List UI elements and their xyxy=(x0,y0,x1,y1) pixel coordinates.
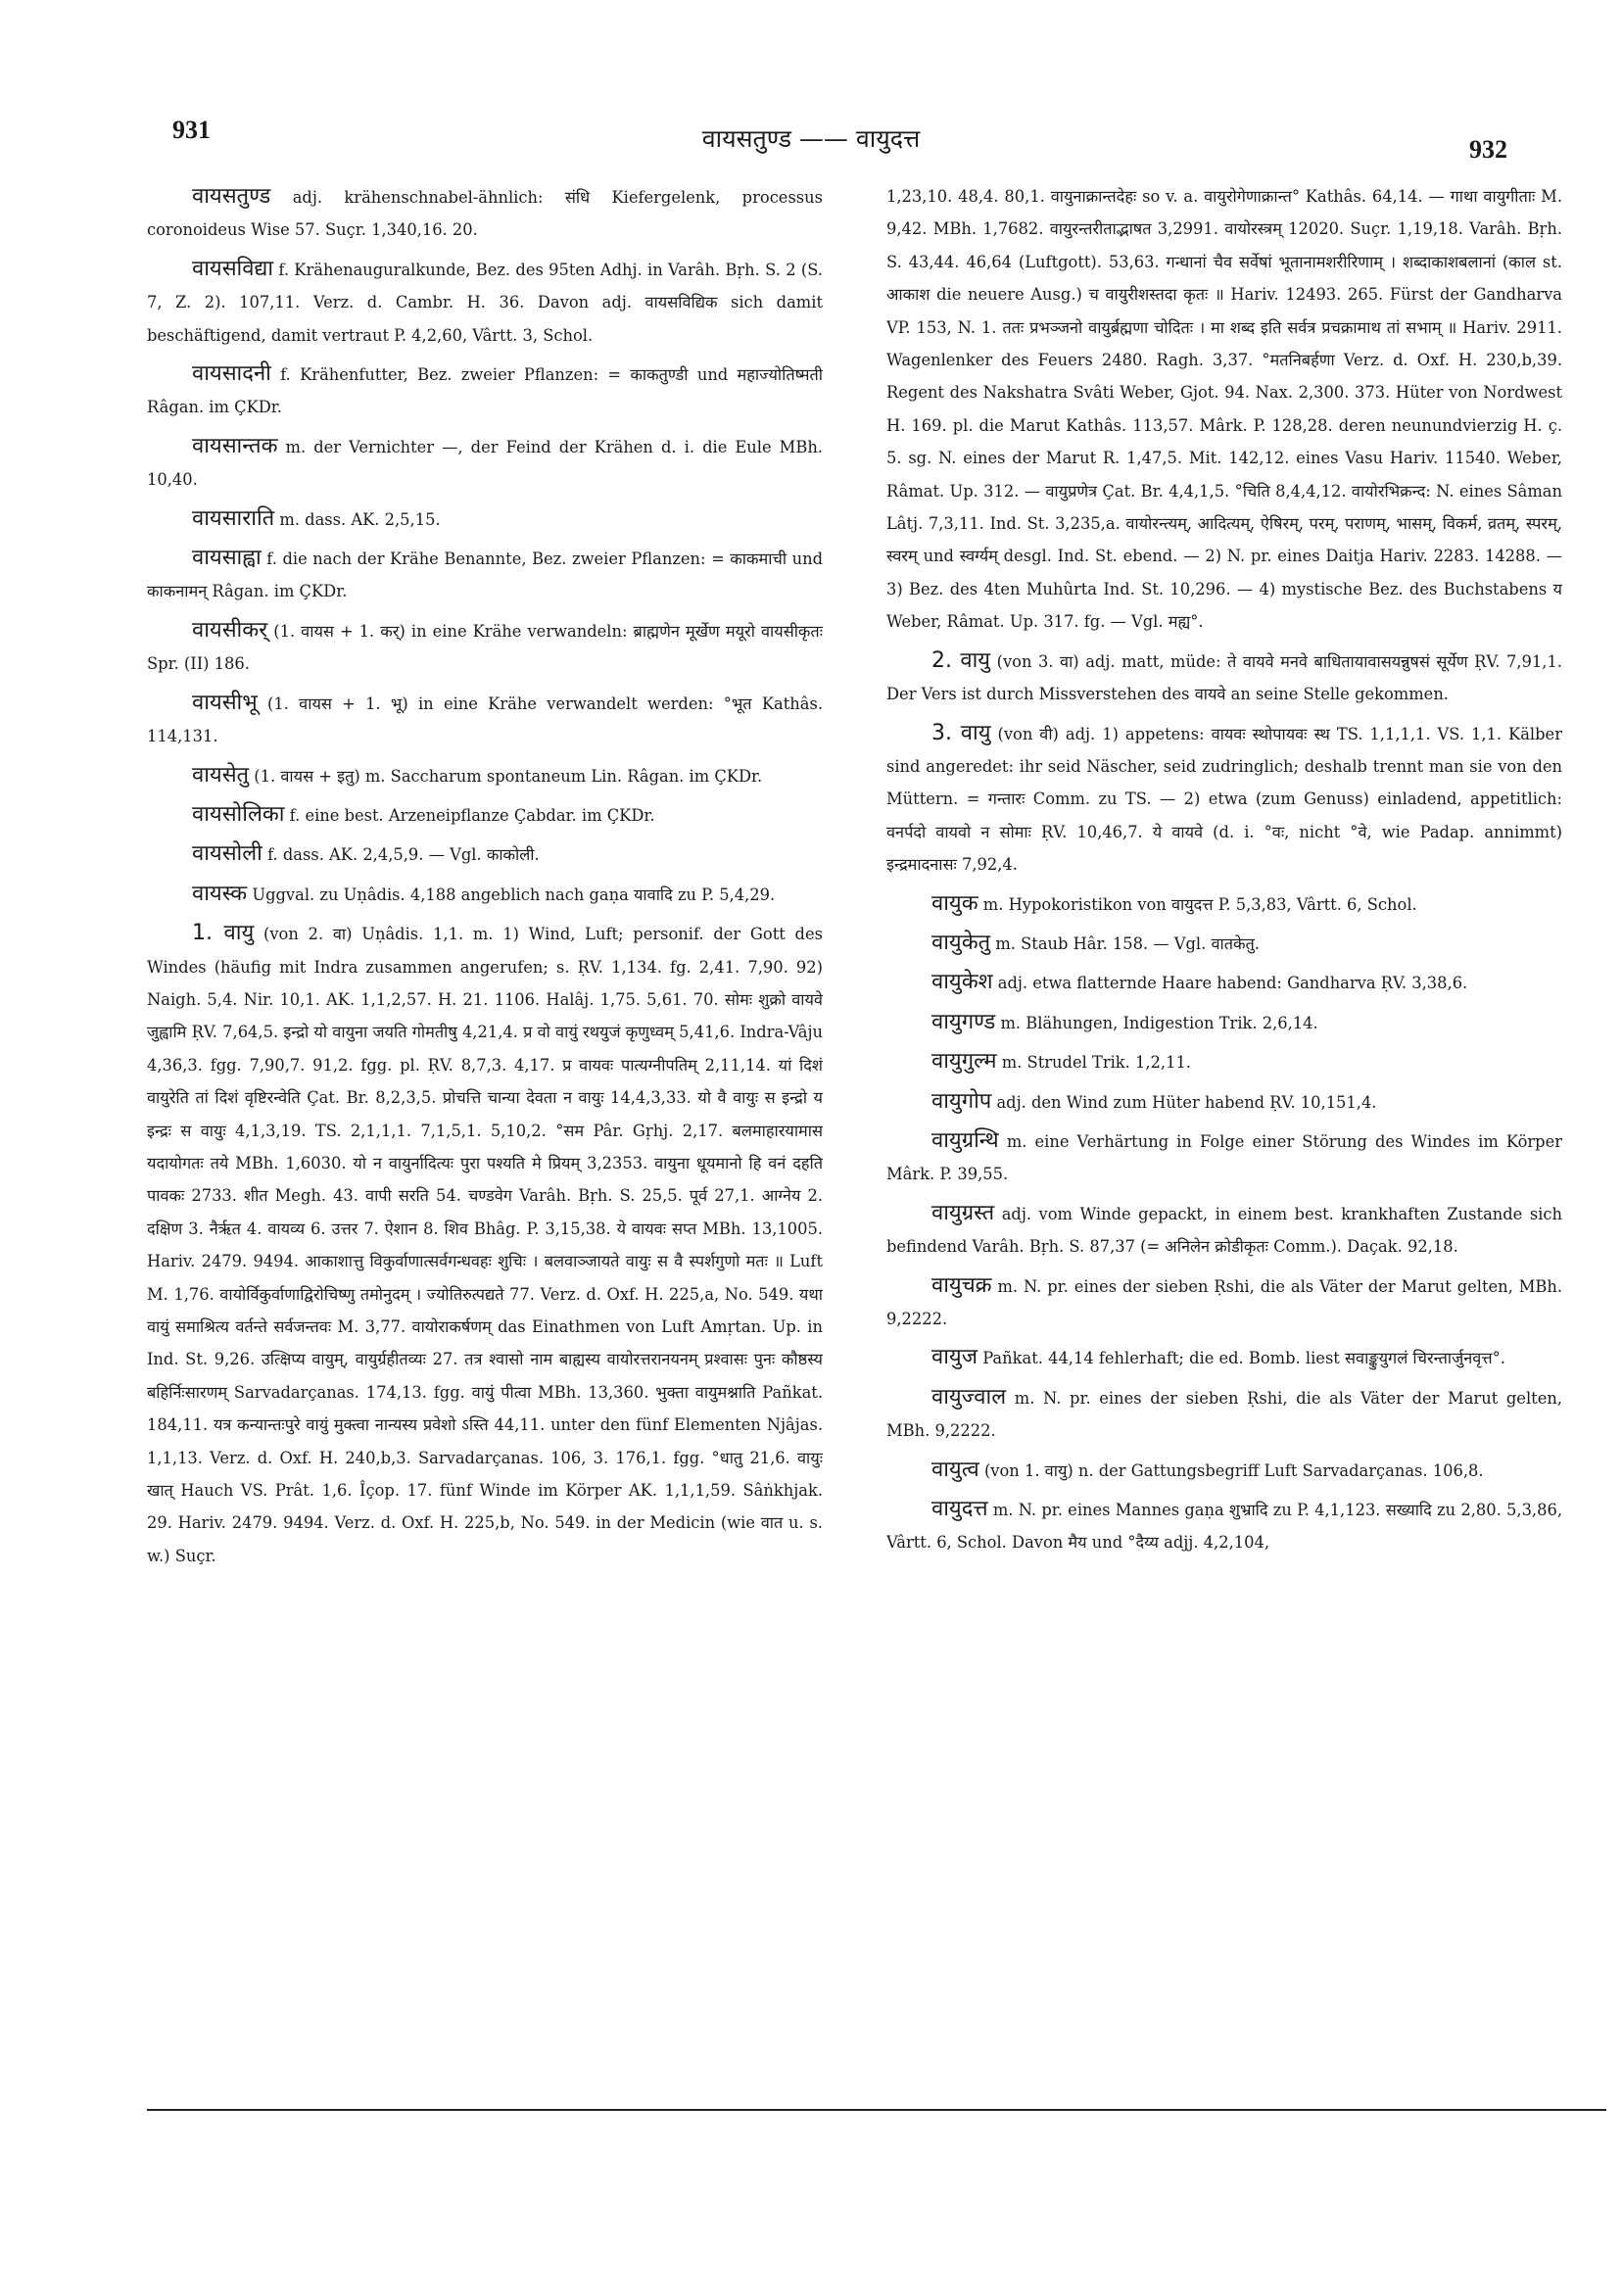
dictionary-entry xyxy=(886,717,1562,882)
entry-text: m. Hypokoristikon von वायुदत्त P. 5,3,83, Vârtt. 6, Schol. xyxy=(982,894,1417,914)
entry-text: m. Blähungen, Indigestion Trik. 2,6,14. xyxy=(1000,1013,1318,1032)
entry-lemma: वायसोली xyxy=(192,841,262,867)
entry-lemma: वायसतुण्ड xyxy=(192,184,271,209)
entry-text: m. Staub Hâr. 158. — Vgl. वातकेतु. xyxy=(995,933,1260,953)
dictionary-entry xyxy=(886,887,1562,921)
dictionary-entry xyxy=(147,358,823,424)
entry-lemma: वायुदत्त xyxy=(931,1497,988,1522)
dictionary-entry xyxy=(886,645,1562,711)
entry-lemma: वायुज्वाल xyxy=(931,1384,1007,1410)
dictionary-entry xyxy=(147,917,823,1572)
entry-lemma: वायुचक्र xyxy=(931,1272,992,1298)
dictionary-entry xyxy=(147,180,823,247)
entry-text: (1. वायस + 1. कर्) in eine Krähe verwandeln: ब्राह्मणेन मूर्खेण मयूरो वायसीकृतः Spr. (II) 186. xyxy=(147,621,823,674)
entry-text: m. der Vernichter —, der Feind der Krähen d. i. die Eule MBh. 10,40. xyxy=(147,437,823,490)
dictionary-entry xyxy=(147,837,823,871)
entry-lemma: वायसविद्या xyxy=(192,256,274,281)
entry-text: m. N. pr. eines Mannes gaṇa शुभ्रादि zu P. 4,1,123. सख्यादि zu 2,80. 5,3,86, Vârtt. 6, Schol. Davon मैय und °दैय्य adjj. 4,2,104, xyxy=(886,1501,1562,1553)
dictionary-entry xyxy=(147,759,823,792)
entry-lemma: वायुगण्ड xyxy=(931,1009,996,1034)
dictionary-entry xyxy=(886,1124,1562,1191)
entry-lemma: 1. वायु xyxy=(192,921,255,946)
dictionary-entry xyxy=(147,542,823,608)
entry-text: f. Krähenfutter, Bez. zweier Pflanzen: = काकतुण्डी und महाज्योतिष्मती Râgan. im ÇKDr. xyxy=(147,365,823,417)
running-header: वायसतुण्ड —— वायुदत्त xyxy=(701,124,921,153)
entry-lemma: वायुक xyxy=(931,890,978,916)
entry-lemma: वायुग्रस्त xyxy=(931,1200,995,1225)
dictionary-entry xyxy=(886,1197,1562,1264)
entry-lemma: वायुग्रन्थि xyxy=(931,1127,999,1153)
entry-lemma: वायुकेतु xyxy=(931,930,991,955)
entry-lemma: वायुगुल्म xyxy=(931,1049,997,1075)
entry-text: adj. krähenschnabel-ähnlich: संधि Kiefergelenk, processus coronoideus Wise 57. Suçr. 1,340,16. 20. xyxy=(147,188,823,240)
entry-text: f. dass. AK. 2,4,5,9. — Vgl. काकोली. xyxy=(267,845,540,865)
continued-entry: 1,23,10. 48,4. 80,1. वायुनाक्रान्तदेहः so v. a. वायुरोगेणाक्रान्त° Kathâs. 64,14. — गाथा वायुगीताः M. 9,42. MBh. 1,7682. वायुरन्तरीताद्भाषत 3,2991. वायोरस्त्रम् 12020. Suçr. 1,19,18. Varâh. Bṛh. S. 43,44. 46,64 (Luftgott). 53,63. गन्धानां चैव सर्वेषां भूतानामशरीरिणाम् । शब्दाकाशबलानां (काल st. आकाश die neuere Ausg.) च वायुरीशस्तदा कृतः ॥ Hariv. 12493. 265. Fürst der Gandharva VP. 153, N. 1. ततः प्रभञ्जनो वायुर्ब्रह्मणा चोदितः । मा शब्द इति सर्वत्र प्रचक्रामाथ तां सभाम् ॥ Hariv. 2911. Wagenlenker des Feuers 2480. Ragh. 3,37. °मतनिबर्हणा Verz. d. Oxf. H. 230,b,39. Regent des Nakshatra Svâti Weber, Gjot. 94. Nax. 2,300. 373. Hüter von Nordwest H. 169. pl. die Marut Kathâs. 113,57. Mârk. P. 128,28. deren neunundvierzig H. ç. 5. sg. N. eines der Marut R. 1,47,5. Mit. 142,12. eines Vasu Hariv. 11540. Weber, Râmat. Up. 312. — वायुप्रणेत्र Çat. Br. 4,4,1,5. °चिति 8,4,4,12. वायोरभिक्रन्द: N. eines Sâman Lâtj. 7,3,11. Ind. St. 3,235,a. वायोरन्त्यम्, आदित्यम्, ऐषिरम्, परम्, पराणम्, भासम्, विकर्म, व्रतम्, स्परम्, स्वरम् und स्वर्ग्यम् desgl. Ind. St. ebend. — 2) N. pr. eines Daitja Hariv. 2283. 14288. — 3) Bez. des 4ten Muhûrta Ind. St. 10,296. — 4) mystische Bez. des Buchstabens य Weber, Râmat. Up. 317. fg. — Vgl. मह्य°. xyxy=(886,187,1562,632)
dictionary-entry xyxy=(886,1085,1562,1119)
entry-lemma: वायसोलिका xyxy=(192,801,285,827)
dictionary-entry xyxy=(886,1269,1562,1336)
entry-lemma: वायुत्व xyxy=(931,1457,979,1482)
entry-text: adj. etwa flatternde Haare habend: Gandharva ṚV. 3,38,6. xyxy=(997,974,1468,993)
entry-text: (von 1. वायु) n. der Gattungsbegriff Luft Sarvadarçanas. 106,8. xyxy=(983,1460,1484,1480)
entry-text: m. Strudel Trik. 1,2,11. xyxy=(1001,1053,1191,1073)
entry-text: m. N. pr. eines der sieben Ṛshi, die als Väter der Marut gelten, MBh. 9,2222. xyxy=(886,1388,1562,1441)
page-number-right: 932 xyxy=(1469,135,1507,164)
dictionary-entry xyxy=(886,1454,1562,1487)
right-column xyxy=(886,180,1562,2002)
entry-text: (von 2. वा) Uṇâdis. 1,1. m. 1) Wind, Luft; personif. der Gott des Windes (häufig mit Indra zusammen angerufen; s. ṚV. 1,134. fg. 2,41. 7,90. 92) Naigh. 5,4. Nir. 10,1. AK. 1,1,2,57. H. 21. 1106. Halâj. 1,75. 5,61. 70. सोमः शुक्रो वायवे जुह्वामि ṚV. 7,64,5. इन्द्रो यो वायुना जयति गोमतीषु 4,21,4. प्र वो वायुं रथयुजं कृणुध्वम् 5,41,6. Indra-Vâju 4,36,3. fgg. 7,90,7. 91,2. fgg. pl. ṚV. 8,7,3. 4,17. प्र वायवः पात्यग्नीपतिम् 2,11,14. यां दिशं वायुरेति तां दिशं वृष्टिरन्वेति Çat. Br. 8,2,3,5. प्रोचत्ति चान्या देवता न वायुः 14,4,3,33. यो वै वायुः स इन्द्रो य इन्द्रः स वायुः 4,1,3,19. TS. 2,1,1,1. 7,1,5,1. 5,10,2. °सम Pâr. Gṛhj. 2,17. बलमाहारयामास यदायोगतः तये MBh. 1,6030. यो न वायुर्नादित्यः पुरा पश्यति मे प्रियम् 3,2353. वायुना धूयमानो हि वनं दहति पावकः 2733. शीत Megh. 43. वापी सरति 54. चण्डवेग Varâh. Bṛh. S. 25,5. पूर्व 27,1. आग्नेय 2. दक्षिण 3. नैर्ऋत 4. वायव्य 6. उत्तर 7. ऐशान 8. शिव Bhâg. P. 3,15,38. ये वायवः सप्त MBh. 13,1005. Hariv. 2479. 9494. आकाशात्तु विकुर्वाणात्सर्वगन्धवहः शुचिः । बलवाञ्जायते वायुः स वै स्पर्शगुणो मतः ॥ Luft M. 1,76. वायोर्विकुर्वाणाद्विरोचिष्णु तमोनुदम् । ज्योतिरुत्पद्यते 77. Verz. d. Oxf. H. 225,a, No. 549. यथा वायुं समाश्रित्य वर्तन्ते सर्वजन्तवः M. 3,77. वायोराकर्षणम् das Einathmen von Luft Amṛtan. Up. in Ind. St. 9,26. उत्क्षिप्य वायुम्, वायुर्ग्रहीतव्यः 27. तत्र श्वासो नाम बाह्यस्य वायोरत्तरानयनम् प्रश्वासः पुनः कौष्ठस्य बहिर्निःसारणम् Sarvadarçanas. 174,13. fgg. वायुं पीत्वा MBh. 13,360. भुक्ता वायुमश्नाति Pañkat. 184,11. यत्र कन्यान्तःपुरे वायुं मुक्त्वा नान्यस्य प्रवेशो ऽस्ति 44,11. unter den fünf Elementen Njâjas. 1,1,13. Verz. d. Oxf. H. 240,b,3. Sarvadarçanas. 106, 3. 176,1. fgg. °धातु 21,6. वायुः खात् Hauch VS. Prât. 1,6. Îçop. 17. fünf Winde im Körper AK. 1,1,1,59. Sâṅkhjak. 29. Hariv. 2479. 9494. Verz. d. Oxf. H. 225,b, No. 549. in der Medicin (wie वात u. s. w.) Suçr. xyxy=(147,925,823,1565)
entry-lemma: 2. वायु xyxy=(931,647,991,673)
entry-lemma: 3. वायु xyxy=(931,720,991,745)
entry-text: adj. vom Winde gepackt, in einem best. krankhaften Zustande sich befindend Varâh. Bṛh. S. 87,37 (= अनिलेन क्रोडीकृतः Comm.). Daçak. 92,18. xyxy=(886,1204,1562,1257)
dictionary-entry xyxy=(147,614,823,681)
entry-text: f. die nach der Krähe Benannte, Bez. zweier Pflanzen: = काकमाची und काकनामन् Râgan. im ÇKDr. xyxy=(147,550,823,601)
dictionary-entry xyxy=(886,1493,1562,1559)
dictionary-entry xyxy=(147,687,823,753)
dictionary-entry xyxy=(886,1341,1562,1374)
entry-text: (von वी) adj. 1) appetens: वायवः स्थोपायवः स्थ TS. 1,1,1,1. VS. 1,1. Kälber sind angeredet: ihr seid Näscher, seid zudringlich; deshalb trennt man sie von den Müttern. = गन्तारः Comm. zu TS. — 2) etwa (zum Genuss) einladend, appetitlich: वनर्पदो वायवो न सोमाः ṚV. 10,46,7. ये वायवे (d. i. °वः, nicht °वे, wie Padap. annimmt) इन्द्रमादनासः 7,92,4. xyxy=(886,724,1562,875)
entry-text: (1. वायस + इतु) m. Saccharum spontaneum Lin. Râgan. im ÇKDr. xyxy=(254,766,763,786)
page-number-left: 931 xyxy=(172,116,211,144)
right-column-entries xyxy=(886,645,1562,1559)
entry-text: m. eine Verhärtung in Folge einer Störung des Windes im Körper Mârk. P. 39,55. xyxy=(886,1131,1562,1184)
entry-text: Uggval. zu Uṇâdis. 4,188 angeblich nach gaṇa यावादि zu P. 5,4,29. xyxy=(252,885,776,904)
entry-lemma: वायसाराति xyxy=(192,505,275,531)
entry-text: f. eine best. Arzeneipflanze Çabdar. im ÇKDr. xyxy=(289,805,655,825)
entry-lemma: वायसाह्वा xyxy=(192,546,262,571)
entry-text: (von 3. वा) adj. matt, müde: ते वायवे मनवे बाधितायावासयन्नुषसं सूर्येण ṚV. 7,91,1. Der Vers ist durch Missverstehen des वायवे an seine Stelle gekommen. xyxy=(886,651,1562,704)
entry-text: adj. den Wind zum Hüter habend ṚV. 10,151,4. xyxy=(996,1092,1377,1112)
entry-lemma: वायसादनी xyxy=(192,361,271,387)
dictionary-entry xyxy=(147,798,823,832)
dictionary-entry xyxy=(886,1381,1562,1448)
entry-text: f. Krähenauguralkunde, Bez. des 95ten Adhj. in Varâh. Bṛh. S. 2 (S. 7, Z. 2). 107,11. Verz. d. Cambr. H. 36. Davon adj. वायसविद्यिक sich damit beschäftigend, damit vertraut P. 4,2,60, Vârtt. 3, Schol. xyxy=(147,260,823,345)
entry-lemma: वायुगोप xyxy=(931,1088,992,1114)
dictionary-entry xyxy=(886,966,1562,999)
dictionary-entry xyxy=(147,878,823,911)
dictionary-entry xyxy=(886,1006,1562,1039)
entry-lemma: वायसेतु xyxy=(192,762,250,788)
entry-text: m. dass. AK. 2,5,15. xyxy=(279,509,441,529)
bottom-rule xyxy=(147,2109,1606,2111)
entry-lemma: वायसीभू xyxy=(192,690,258,715)
entry-lemma: वायस्क xyxy=(192,881,248,906)
entry-lemma: वायुज xyxy=(931,1345,978,1370)
dictionary-entry xyxy=(886,1045,1562,1078)
entry-text: Pañkat. 44,14 fehlerhaft; die ed. Bomb. liest सवाङ्कुयुगलं चिरन्तार्जुनवृत्त°. xyxy=(982,1349,1505,1368)
dictionary-entry xyxy=(886,927,1562,960)
dictionary-entry xyxy=(147,502,823,536)
entry-lemma: वायुकेश xyxy=(931,970,993,995)
entry-text: m. N. pr. eines der sieben Ṛshi, die als Väter der Marut gelten, MBh. 9,2222. xyxy=(886,1276,1562,1328)
entry-text: (1. वायस + 1. भू) in eine Krähe verwandelt werden: °भूत Kathâs. 114,131. xyxy=(147,694,823,746)
dictionary-entry xyxy=(147,253,823,352)
dictionary-entry xyxy=(147,430,823,497)
entry-lemma: वायसीकर् xyxy=(192,617,268,643)
entry-lemma: वायसान्तक xyxy=(192,433,278,458)
left-column xyxy=(147,180,823,2002)
